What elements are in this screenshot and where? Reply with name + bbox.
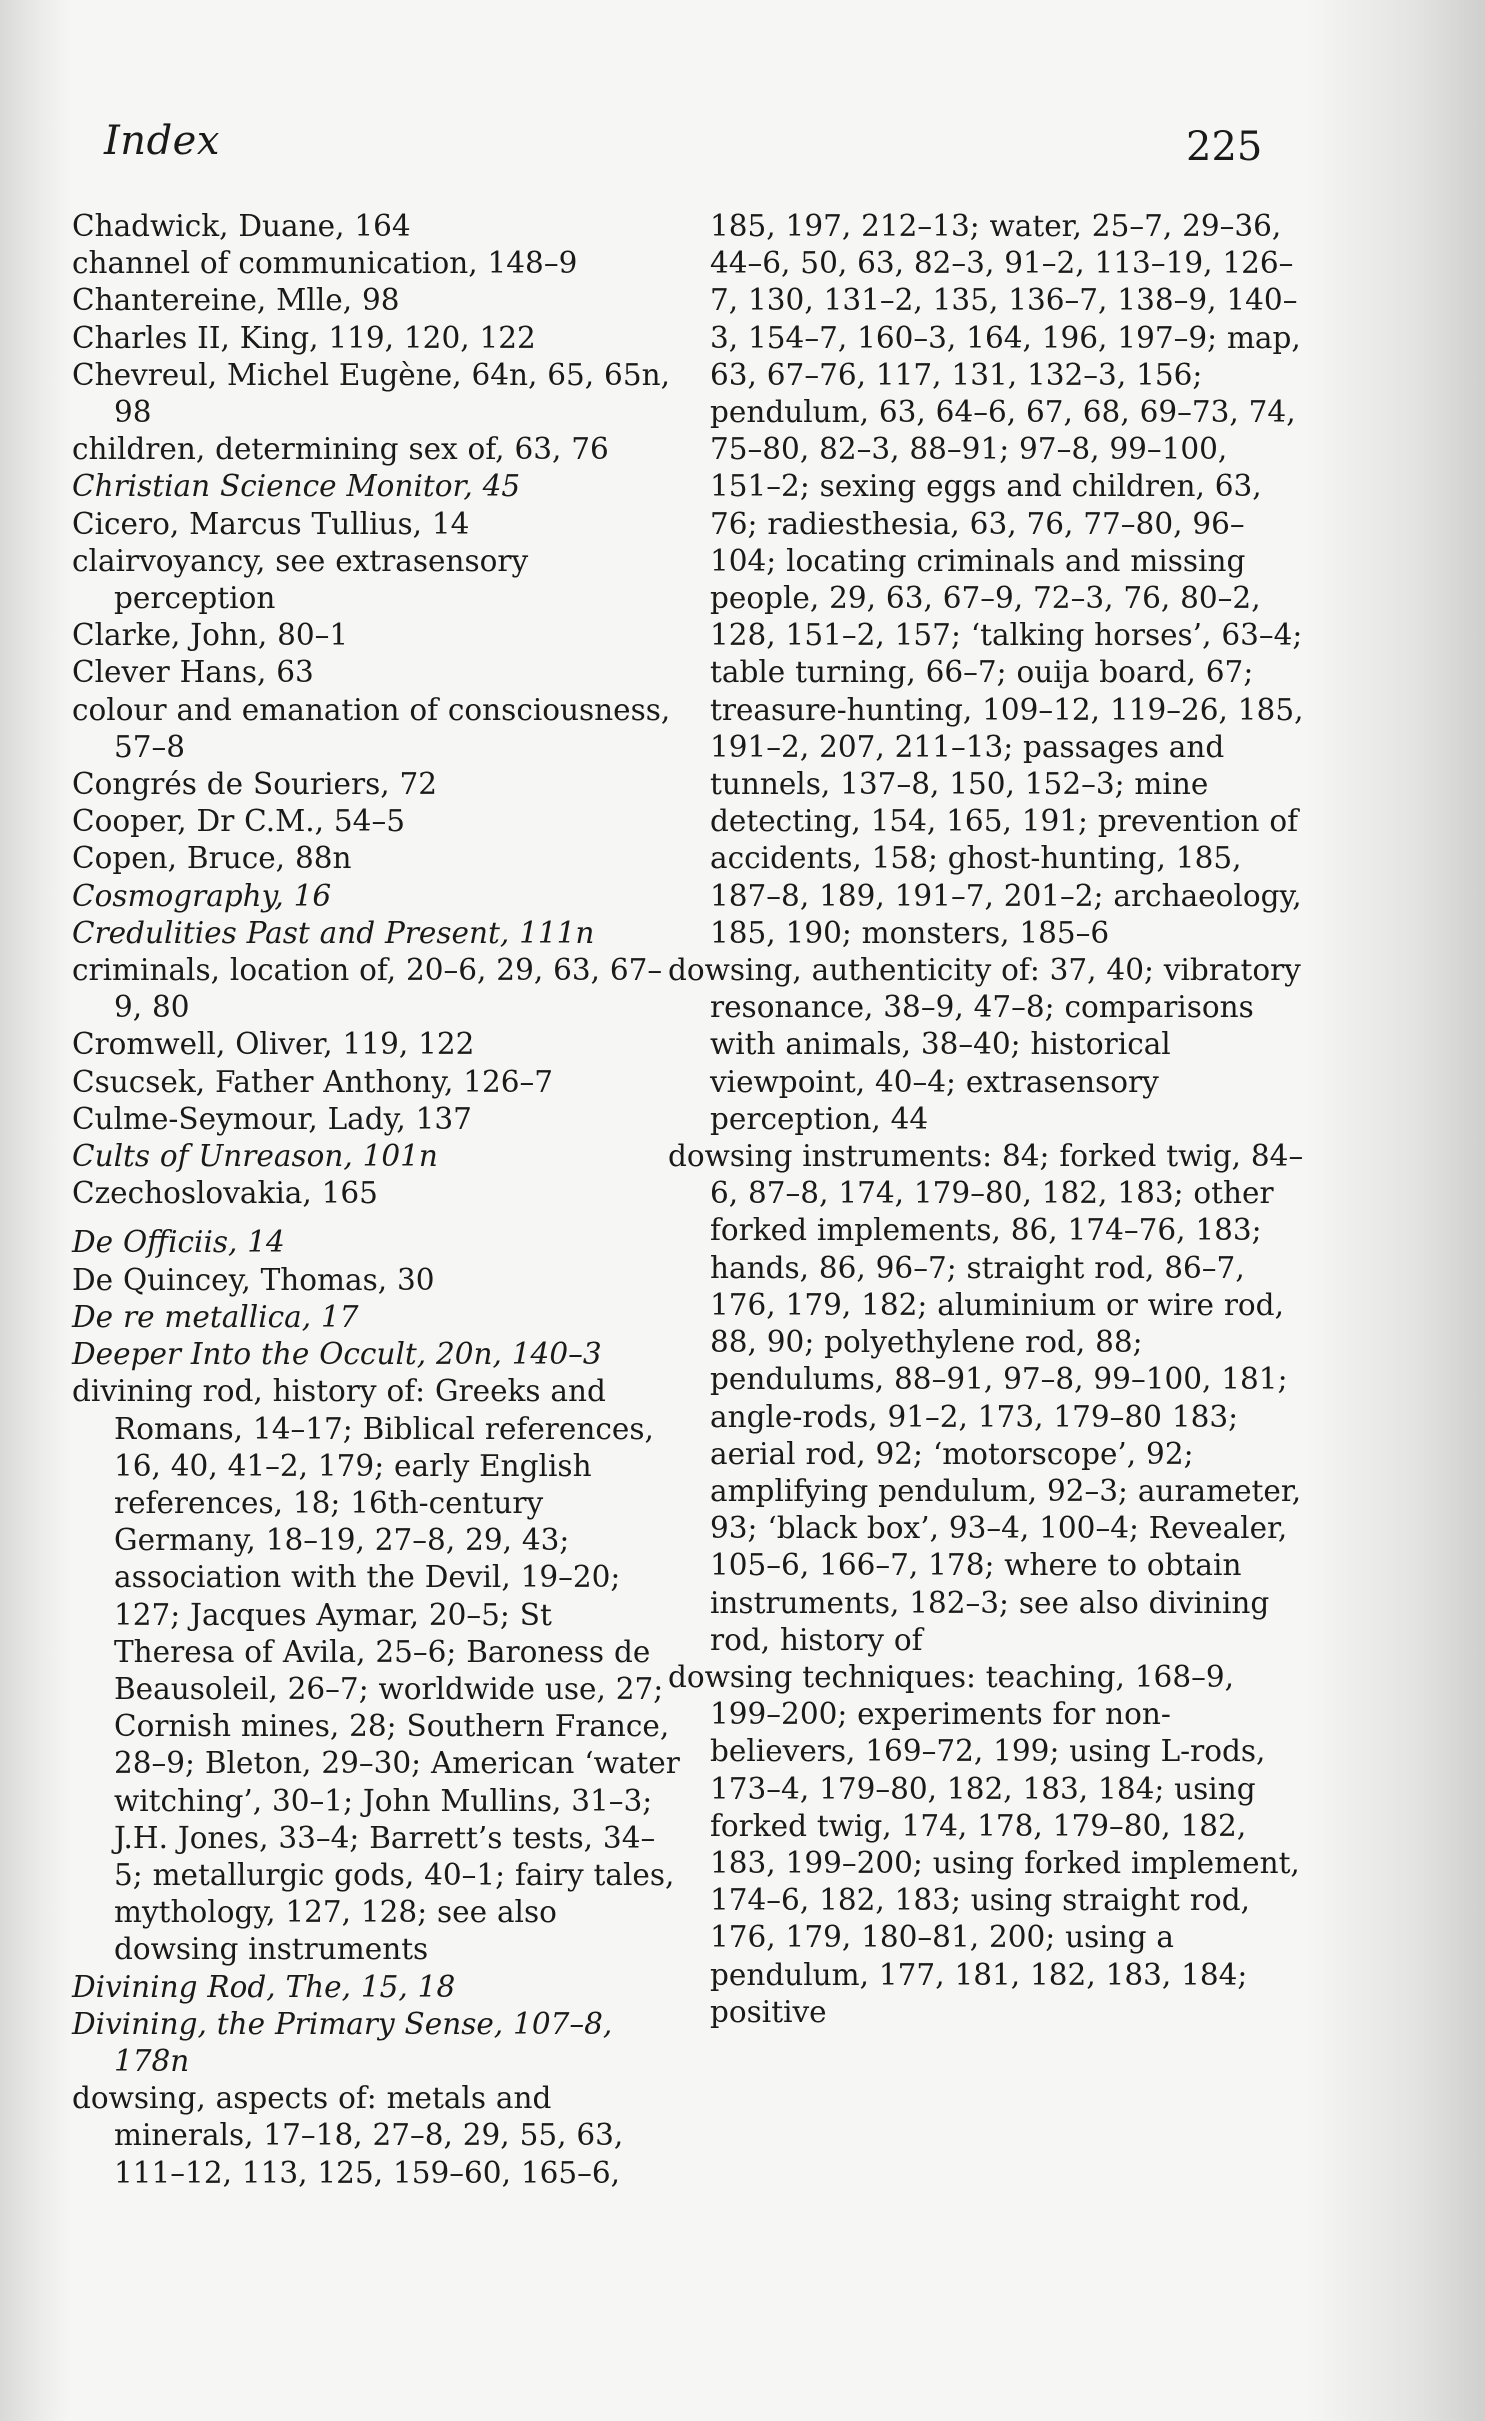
index-entry: children, determining sex of, 63, 76 [72, 432, 609, 467]
index-entry: Credulities Past and Present, 111n [72, 915, 595, 950]
index-entry: colour and emanation of consciousness, 57–8 [72, 692, 671, 764]
index-entry: Chevreul, Michel Eugène, 64n, 65, 65n, 98 [72, 357, 670, 430]
index-entry: Divining, the Primary Sense, 107–8, 178n [72, 2006, 613, 2078]
index-column-left [72, 208, 682, 2192]
index-entry: channel of communication, 148–9 [72, 246, 578, 281]
index-entry: 185, 197, 212–13; water, 25–7, 29–36, 44–6, 50, 63, 82–3, 91–2, 113–19, 126–7, 130, 131–2, 135, 136–7, 138–9, 140–3, 154–7, 160–3, 164, 196, 197–9; map, 63, 67–76, 117, 131, 132–3, 156; pendulum, 63, 64–6, 67, 68, 69–73, 74, 75–80, 82–3, 88–91; 97–8, 99–100, 151–2; sexing eggs and children, 63, 76; radiesthesia, 63, 76, 77–80, 96–104; locating criminals and missing people, 29, 63, 67–9, 72–3, 76, 80–2, 128, 151–2, 157; ‘talking horses’, 63–4; table turning, 66–7; ouija board, 67; treasure-hunting, 109–12, 119–26, 185, 191–2, 207, 211–13; passages and tunnels, 137–8, 150, 152–3; mine detecting, 154, 165, 191; prevention of accidents, 158; ghost-hunting, 185, 187–8, 189, 191–7, 201–2; archaeology, 185, 190; monsters, 185–6 [710, 209, 1304, 950]
index-column-right [668, 208, 1308, 2031]
index-entry: dowsing, authenticity of: 37, 40; vibratory resonance, 38–9, 47–8; comparisons with animals, 38–40; historical viewpoint, 40–4; extrasensory perception, 44 [668, 953, 1301, 1136]
page-number: 225 [1186, 124, 1263, 170]
index-entry: Cicero, Marcus Tullius, 14 [72, 506, 470, 541]
index-entry: criminals, location of, 20–6, 29, 63, 67–9, 80 [72, 953, 663, 1025]
index-entry: Deeper Into the Occult, 20n, 140–3 [72, 1337, 602, 1372]
facing-page-bleed [1305, 0, 1485, 2421]
index-entry: Cromwell, Oliver, 119, 122 [72, 1027, 475, 1062]
index-entry: Congrés de Souriers, 72 [72, 767, 438, 802]
index-entry: Christian Science Monitor, 45 [72, 469, 521, 504]
index-entry: Divining Rod, The, 15, 18 [72, 1969, 456, 2004]
index-entry: Chadwick, Duane, 164 [72, 209, 411, 243]
index-entry: Chantereine, Mlle, 98 [72, 283, 400, 318]
index-entry: Czechoslovakia, 165 [72, 1176, 378, 1211]
index-entry: Cosmography, 16 [72, 878, 332, 913]
index-entry: divining rod, history of: Greeks and Romans, 14–17; Biblical references, 16, 40, 41–2, 179; early English references, 18; 16th-century Germany, 18–19, 27–8, 29, 43; association with the Devil, 19–20; 127; Jacques Aymar, 20–5; St Theresa of Avila, 25–6; Baroness de Beausoleil, 26–7; worldwide use, 27; Cornish mines, 28; Southern France, 28–9; Bleton, 29–30; American ‘water witching’, 30–1; John Mullins, 31–3; J.H. Jones, 33–4; Barrett’s tests, 34–5; metallurgic gods, 40–1; fairy tales, mythology, 127, 128; see also dowsing instruments [72, 1374, 680, 1967]
index-entry: Cooper, Dr C.M., 54–5 [72, 804, 405, 839]
index-entry: clairvoyancy, see extrasensory perception [72, 543, 529, 616]
page-gutter-shadow [0, 0, 70, 2421]
index-entry: Clever Hans, 63 [72, 655, 314, 690]
index-entry: De Officiis, 14 [72, 1225, 285, 1260]
index-entry: dowsing instruments: 84; forked twig, 84–6, 87–8, 174, 179–80, 182, 183; other forked implements, 86, 174–76, 183; hands, 86, 96–7; straight rod, 86–7, 176, 179, 182; aluminium or wire rod, 88, 90; polyethylene rod, 88; pendulums, 88–91, 97–8, 99–100, 181; angle-rods, 91–2, 173, 179–80 183; aerial rod, 92; ‘motorscope’, 92; amplifying pendulum, 92–3; aurameter, 93; ‘black box’, 93–4, 100–4; Revealer, 105–6, 166–7, 178; where to obtain instruments, 182–3; see also divining rod, history of [668, 1139, 1304, 1657]
index-entry: Csucsek, Father Anthony, 126–7 [72, 1064, 554, 1099]
index-entry: Culme-Seymour, Lady, 137 [72, 1101, 472, 1136]
index-entry: De re metallica, 17 [72, 1299, 359, 1334]
page-header [0, 118, 1485, 188]
index-entry: Charles II, King, 119, 120, 122 [72, 320, 536, 355]
index-entry: Copen, Bruce, 88n [72, 841, 352, 876]
index-entry: De Quincey, Thomas, 30 [72, 1262, 435, 1297]
index-entry: dowsing, aspects of: metals and minerals, 17–18, 27–8, 29, 55, 63, 111–12, 113, 125, 159–60, 165–6, [72, 2081, 624, 2190]
index-entry: Cults of Unreason, 101n [72, 1139, 438, 1174]
running-head: Index [104, 118, 220, 164]
index-entry: Clarke, John, 80–1 [72, 618, 349, 653]
index-entry: dowsing techniques: teaching, 168–9, 199–200; experiments for non-believers, 169–72, 199; using L-rods, 173–4, 179–80, 182, 183, 184; using forked twig, 174, 178, 179–80, 182, 183, 199–200; using forked implement, 174–6, 182, 183; using straight rod, 176, 179, 180–81, 200; using a pendulum, 177, 181, 182, 183, 184; positive [668, 1659, 1300, 2029]
